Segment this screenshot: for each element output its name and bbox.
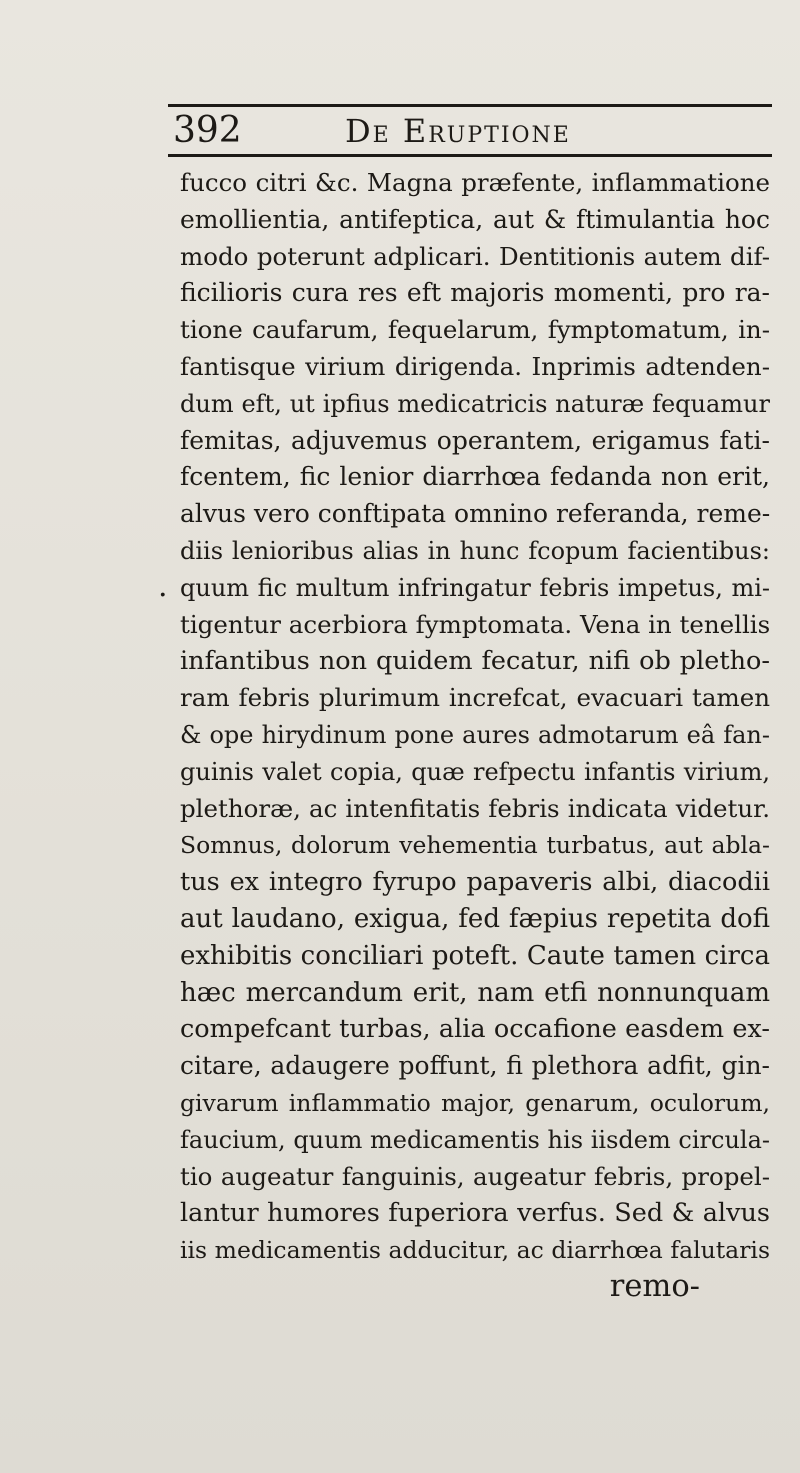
text-line: dum eft, ut ipfius medicatricis naturæ fequamur — [180, 389, 770, 418]
text-line: iis medicamentis adducitur, ac diarrhœa falutaris — [180, 1236, 770, 1265]
margin-mark: . — [158, 569, 168, 604]
text-line: aut laudano, exigua, fed fæpius repetita dofi — [180, 903, 770, 934]
text-line: infantibus non quidem fecatur, nifi ob pletho- — [180, 646, 770, 677]
text-line: tigentur acerbiora fymptomata. Vena in tenellis — [180, 609, 771, 639]
text-line: plethoræ, ac intenfitatis febris indicata videtur. — [180, 793, 770, 823]
text-line: emollientia, antifeptica, aut & ftimulantia hoc — [180, 204, 770, 234]
text-line: tus ex integro fyrupo papaveris albi, diacodii — [180, 867, 770, 898]
text-line: tio augeatur fanguinis, augeatur febris, propel- — [180, 1161, 770, 1191]
text-line: fucco citri &c. Magna præfente, inflammatione — [180, 168, 770, 197]
text-line: alvus vero conftipata omnino referanda, reme- — [180, 499, 771, 529]
text-line: lantur humores fuperiora verfus. Sed & alvus — [180, 1198, 770, 1229]
text-line: tione caufarum, fequelarum, fymptomatum, in- — [180, 315, 770, 345]
body-text — [180, 165, 770, 1306]
text-line: givarum inflammatio major, genarum, oculorum, — [180, 1088, 770, 1117]
header-rule-top — [168, 104, 772, 107]
text-line: fcentem, fic lenior diarrhœa fedanda non erit, — [180, 462, 770, 492]
text-line: femitas, adjuvemus operantem, erigamus fati- — [180, 425, 770, 455]
text-line: modo poterunt adplicari. Dentitionis autem dif- — [180, 241, 770, 271]
text-line: quum fic multum infringatur febris impetus, mi- — [180, 573, 770, 602]
text-line: citare, adaugere poffunt, fi plethora adfit, gin- — [180, 1051, 770, 1081]
text-line: Somnus, dolorum vehementia turbatus, aut abla- — [180, 831, 770, 860]
catchword: remo- — [609, 1268, 700, 1304]
running-head: De Eruptione — [345, 112, 571, 150]
text-line: guinis valet copia, quæ refpectu infantis virium, — [180, 757, 770, 786]
text-line: compefcant turbas, alia occafione easdem ex- — [180, 1014, 770, 1045]
text-line: diis lenioribus alias in hunc fcopum facientibus: — [180, 536, 770, 565]
header-rule-bottom — [168, 154, 772, 157]
text-line: ficilioris cura res eft majoris momenti, pro ra- — [180, 278, 770, 308]
text-line: exhibitis conciliari poteft. Caute tamen circa — [180, 940, 770, 971]
text-line: hæc mercandum erit, nam etfi nonnunquam — [180, 977, 770, 1008]
text-line: fantisque virium dirigenda. Inprimis adtenden- — [180, 351, 770, 381]
page-number: 392 — [173, 110, 242, 151]
text-line: faucium, quum medicamentis his iisdem circula- — [180, 1125, 770, 1154]
text-line: ram febris plurimum increfcat, evacuari tamen — [180, 683, 770, 713]
text-line: & ope hirydinum pone aures admotarum eâ fan- — [180, 720, 770, 749]
